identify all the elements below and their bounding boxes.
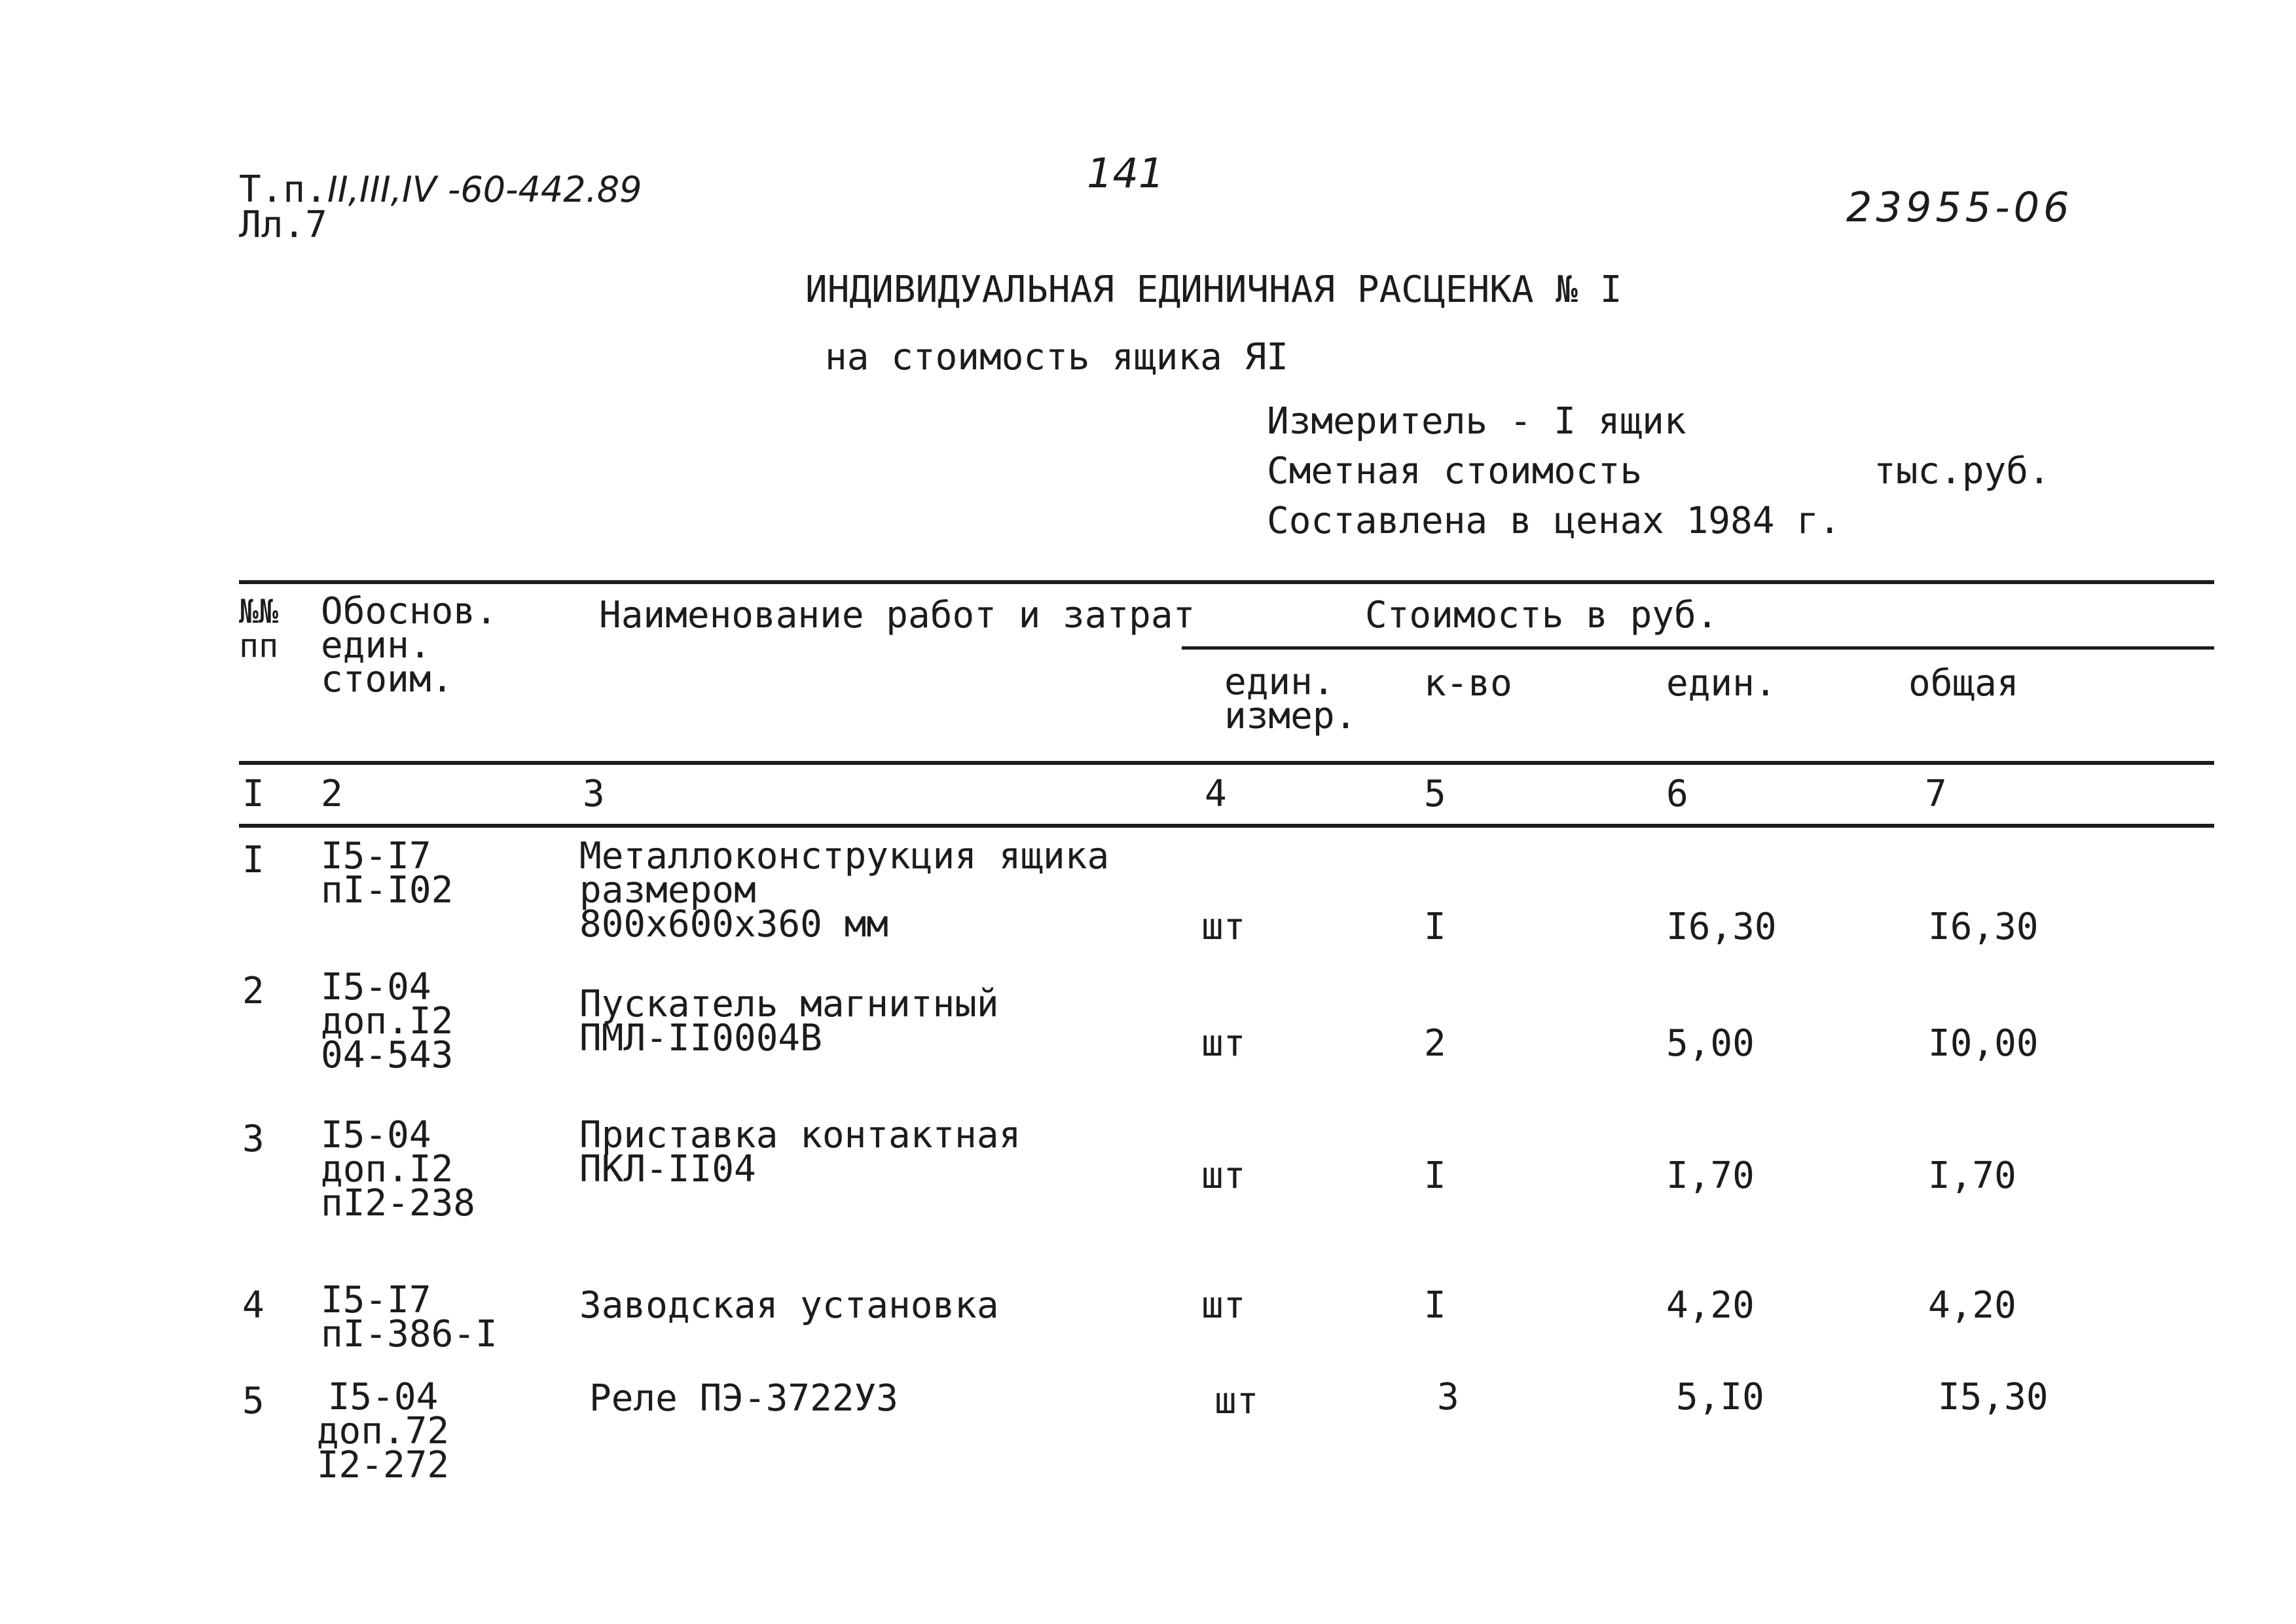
measure-line: Измеритель - I ящик <box>1267 400 1686 443</box>
row-name: Приставка контактная ПКЛ-II04 <box>579 1114 1021 1190</box>
row-total: 4,20 <box>1928 1284 2016 1327</box>
row-num: 5 <box>242 1380 264 1422</box>
column-number: 4 <box>1205 773 1227 815</box>
row-qty: 3 <box>1437 1376 1459 1418</box>
row-unit-price: 5,00 <box>1666 1022 1755 1065</box>
row-unit: шт <box>1214 1380 1259 1422</box>
cost-group-rule <box>1182 646 2214 650</box>
row-basis: I5-04 доп.I2 04-543 <box>321 966 454 1077</box>
row-name: Заводская установка <box>579 1284 999 1327</box>
row-basis: I5-I7 пI-I02 <box>321 835 454 912</box>
row-unit-price: I,70 <box>1666 1154 1755 1197</box>
row-basis: I5-I7 пI-386-I <box>321 1279 498 1356</box>
column-number: 7 <box>1925 773 1947 815</box>
row-unit-price: I6,30 <box>1666 906 1777 948</box>
header-unit: един. измер. <box>1224 661 1357 737</box>
prices-line: Составлена в ценах 1984 г. <box>1267 500 1841 542</box>
row-unit: шт <box>1201 906 1246 948</box>
row-total: I,70 <box>1928 1154 2016 1197</box>
row-num: 4 <box>242 1284 264 1327</box>
column-number: 2 <box>321 773 343 815</box>
page-number: 141 <box>1087 149 1165 197</box>
reference-handwritten: II,III,IV -60-442.89 <box>327 169 642 210</box>
header-bottom-rule <box>239 761 2214 765</box>
row-qty: I <box>1424 1154 1446 1197</box>
row-qty: 2 <box>1424 1022 1446 1065</box>
table-top-rule <box>239 580 2214 584</box>
page-title: ИНДИВИДУАЛЬНАЯ ЕДИНИЧНАЯ РАСЦЕНКА № I <box>805 268 1622 311</box>
reference-prefix: Т.п. <box>239 168 327 211</box>
column-number: 6 <box>1666 773 1688 815</box>
row-unit: шт <box>1201 1284 1246 1327</box>
header-cost-group: Стоимость в руб. <box>1365 594 1719 637</box>
column-number: 5 <box>1424 773 1446 815</box>
row-num: 3 <box>242 1118 264 1160</box>
header-name: Наименование работ и затрат <box>599 594 1195 637</box>
document-number: 23955-06 <box>1846 183 2073 231</box>
row-name: Пускатель магнитный ПМЛ-II0004В <box>579 983 999 1060</box>
row-basis: I5-04 доп.I2 пI2-238 <box>321 1114 476 1225</box>
row-unit: шт <box>1201 1154 1246 1197</box>
row-total: I6,30 <box>1928 906 2039 948</box>
header-qty: к-во <box>1424 662 1512 705</box>
header-unit-price: един. <box>1666 662 1777 705</box>
row-total: I5,30 <box>1938 1376 2049 1418</box>
column-number: I <box>242 773 264 815</box>
cost-label: Сметная стоимость <box>1267 450 1643 492</box>
header-basis: Обоснов. един. стоим. <box>321 590 498 701</box>
row-total: I0,00 <box>1928 1022 2039 1065</box>
page-subtitle: на стоимость ящика ЯI <box>825 336 1289 378</box>
header-num: №№ пп <box>239 593 279 665</box>
row-qty: I <box>1424 906 1446 948</box>
reference-code-line2: Лл.7 <box>239 204 327 246</box>
cost-unit: тыс.руб. <box>1874 450 2050 492</box>
row-name: Реле ПЭ-3722У3 <box>589 1377 899 1420</box>
row-basis: I5-04 доп.72 I2-272 <box>316 1376 450 1486</box>
row-num: 2 <box>242 970 264 1012</box>
column-numbers-rule <box>239 824 2214 828</box>
row-unit-price: 5,I0 <box>1676 1376 1764 1418</box>
row-name: Металлоконструкция ящика размером 800х600х360 мм <box>579 835 1110 946</box>
header-total: общая <box>1908 662 2019 705</box>
reference-code-line1 <box>239 168 642 211</box>
row-unit: шт <box>1201 1022 1246 1065</box>
row-num: I <box>242 839 264 881</box>
column-number: 3 <box>583 773 605 815</box>
row-qty: I <box>1424 1284 1446 1327</box>
row-unit-price: 4,20 <box>1666 1284 1755 1327</box>
